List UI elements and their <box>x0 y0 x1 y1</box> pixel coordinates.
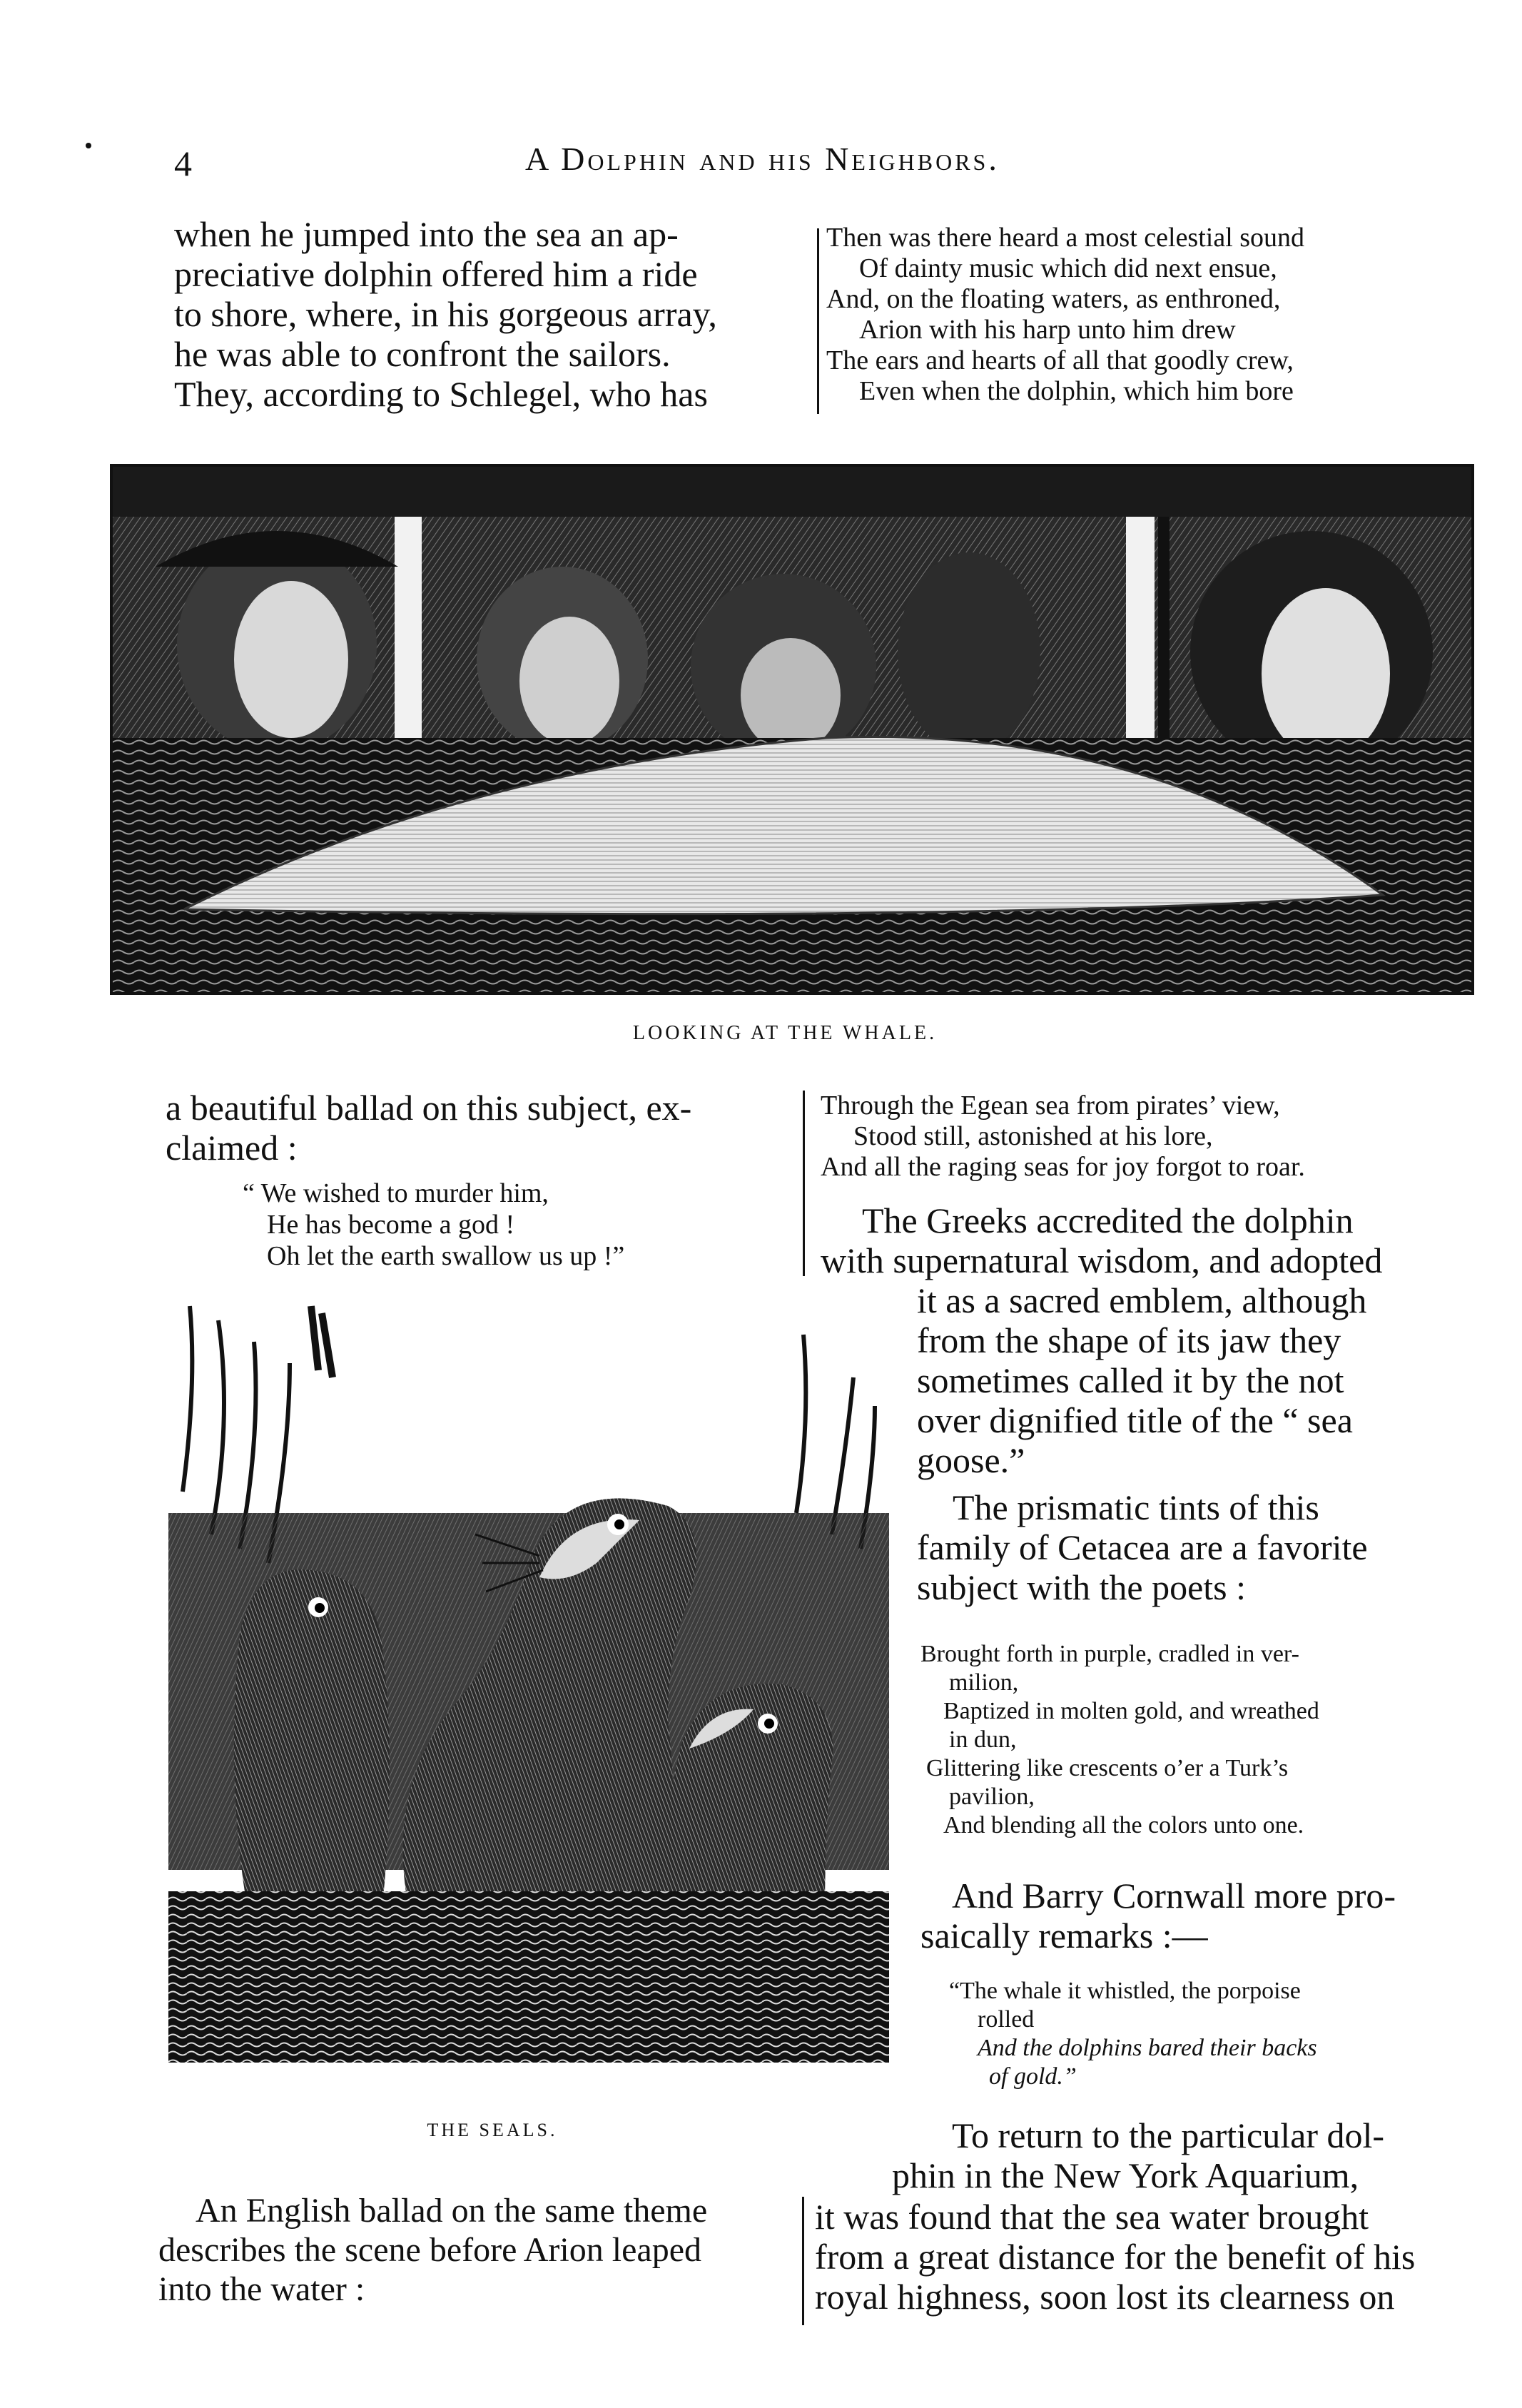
text-line: with supernatural wisdom, and adopted <box>821 1240 1383 1280</box>
text-line: family of Cetacea are a favorite <box>917 1527 1368 1567</box>
text-line: he was able to confront the sailors. <box>174 334 671 374</box>
poem-line: And the dolphins bared their backs <box>978 2035 1317 2061</box>
text-line: phin in the New York Aquarium, <box>892 2155 1359 2195</box>
page-number: 4 <box>174 143 192 183</box>
aquarium-paragraph <box>815 2197 1456 2317</box>
poem-line: Brought forth in purple, cradled in ver- <box>920 1641 1299 1667</box>
text-line: An English ballad on the same theme <box>196 2192 708 2230</box>
ballad-quote <box>243 1178 785 1272</box>
text-line: when he jumped into the sea an ap- <box>174 214 679 254</box>
column-rule <box>817 228 819 414</box>
mid-right-verse <box>821 1091 1463 1183</box>
mid-left-text <box>166 1088 793 1168</box>
text-line: goose.” <box>917 1440 1025 1480</box>
verse-line: Arion with his harp unto him drew <box>859 315 1236 345</box>
verse-line: The ears and hearts of all that goodly crew, <box>826 345 1294 375</box>
text-line: claimed : <box>166 1128 298 1168</box>
quote-line: Oh let the earth swallow us up !” <box>267 1241 625 1271</box>
text-line: from a great distance for the benefit of his <box>815 2237 1416 2277</box>
seals-illustration <box>168 1278 889 2091</box>
text-line: royal highness, soon lost its clearness on <box>815 2277 1395 2317</box>
text-line: The Greeks accredited the dolphin <box>862 1200 1354 1240</box>
poem-line: Glittering like crescents o’er a Turk’s <box>926 1755 1289 1781</box>
verse-line: And, on the floating waters, as enthroned, <box>826 284 1281 314</box>
poem-line: “The whale it whistled, the porpoise <box>949 1978 1301 2004</box>
verse-line: Stood still, astonished at his lore, <box>853 1121 1213 1151</box>
column-rule <box>803 1091 805 1276</box>
quote-line: “ We wished to murder him, <box>243 1178 549 1208</box>
text-line: it as a sacred emblem, although <box>917 1280 1367 1320</box>
text-line: sometimes called it by the not <box>917 1360 1344 1400</box>
verse-line: Even when the dolphin, which him bore <box>859 376 1294 406</box>
top-right-verse <box>826 223 1426 407</box>
poem-line: of gold.” <box>989 2063 1077 2090</box>
aquarium-paragraph-top <box>892 2115 1456 2195</box>
verse-line: Then was there heard a most celestial sound <box>826 223 1305 253</box>
figure-caption-whale: LOOKING AT THE WHALE. <box>632 1022 938 1044</box>
text-line: it was found that the sea water brought <box>815 2197 1369 2237</box>
verse-line: And all the raging seas for joy forgot to roar. <box>821 1152 1305 1182</box>
seals-engraving <box>168 1278 889 2091</box>
verse-line: Of dainty music which did next ensue, <box>859 253 1277 283</box>
poem-line: rolled <box>978 2006 1035 2033</box>
text-line: saically remarks :— <box>920 1916 1208 1956</box>
poem-line: Baptized in molten gold, and wreathed <box>943 1698 1319 1724</box>
text-line: And Barry Cornwall more pro- <box>952 1876 1396 1916</box>
poem-line: pavilion, <box>949 1784 1035 1810</box>
text-line: The prismatic tints of this <box>953 1487 1319 1527</box>
text-line: They, according to Schlegel, who has <box>174 374 708 414</box>
whale-illustration <box>113 467 1471 992</box>
figure-caption-seals: THE SEALS. <box>427 2120 558 2140</box>
column-rule <box>802 2197 804 2325</box>
verse-line: Through the Egean sea from pirates’ view, <box>821 1091 1280 1120</box>
text-line: over dignified title of the “ sea <box>917 1400 1353 1440</box>
ink-speck <box>86 143 91 148</box>
text-line: to shore, where, in his gorgeous array, <box>174 294 717 334</box>
quote-line: He has become a god ! <box>267 1210 515 1240</box>
poem-prismatic <box>920 1640 1463 1840</box>
poem-whale <box>949 1977 1463 2091</box>
cornwall-paragraph <box>920 1876 1456 1956</box>
whale-engraving <box>110 464 1474 995</box>
text-line: into the water : <box>158 2270 365 2308</box>
greeks-paragraph <box>917 1280 1456 1607</box>
poem-line: in dun, <box>949 1726 1017 1753</box>
text-line: To return to the particular dol- <box>952 2115 1385 2155</box>
text-line: preciative dolphin offered him a ride <box>174 254 698 294</box>
text-line: from the shape of its jaw they <box>917 1320 1341 1360</box>
running-title: A Dolphin and his Neighbors. <box>525 141 1000 177</box>
poem-line: And blending all the colors unto one. <box>943 1812 1304 1838</box>
text-line: subject with the poets : <box>917 1567 1247 1607</box>
english-ballad-paragraph <box>158 2191 792 2309</box>
text-line: a beautiful ballad on this subject, ex- <box>166 1088 692 1128</box>
greeks-paragraph-top <box>821 1200 1456 1280</box>
top-left-column <box>174 214 802 414</box>
text-line: describes the scene before Arion leaped <box>158 2231 701 2269</box>
poem-line: milion, <box>949 1669 1019 1696</box>
